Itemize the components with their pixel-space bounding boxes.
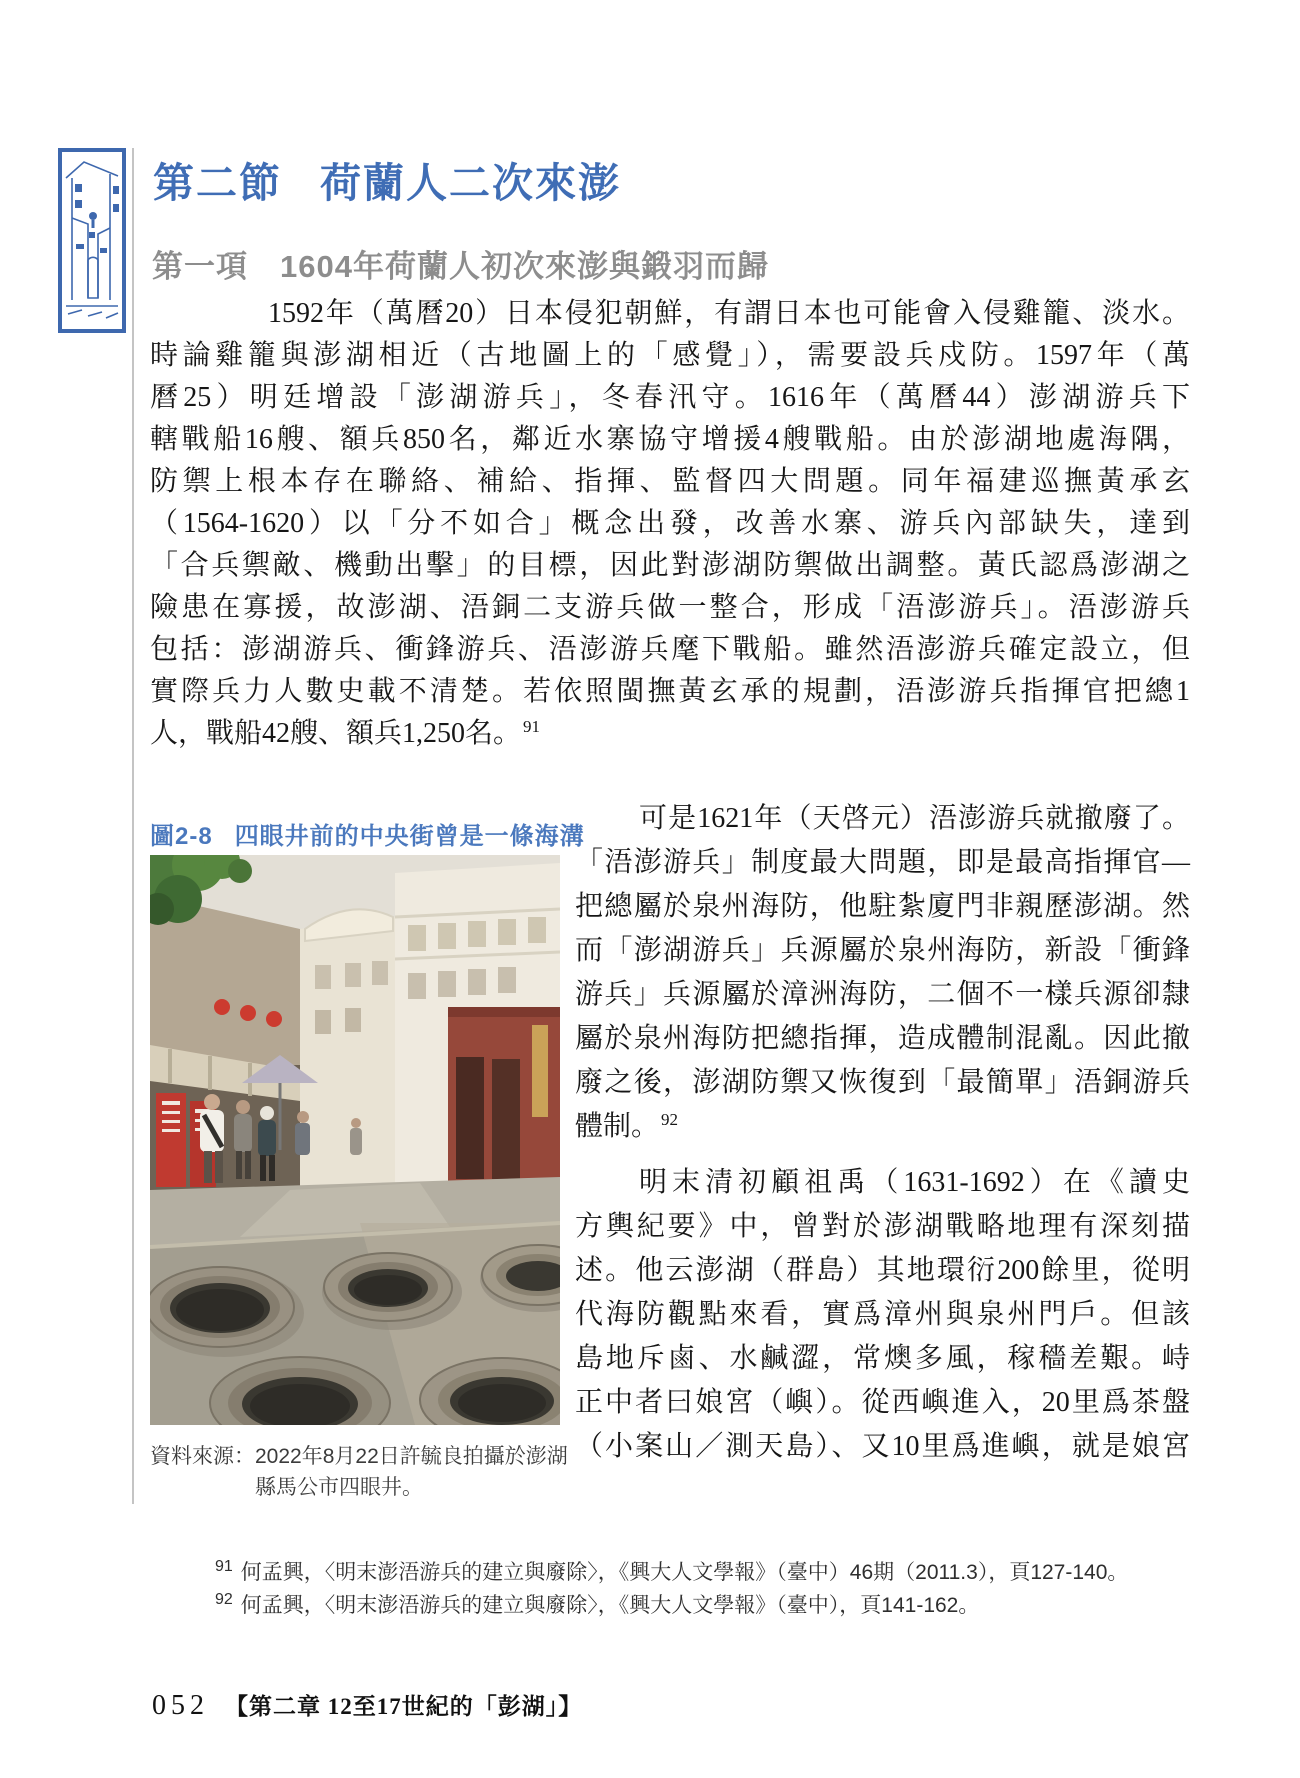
right-column <box>575 797 1190 1469</box>
footnote-number: 91 <box>215 1558 233 1575</box>
text-line: 明末清初顧祖禹（1631-1692）在《讀史 <box>639 1167 1190 1198</box>
page-number: 052 <box>152 1690 209 1721</box>
figure-source-label: 資料來源： <box>150 1445 255 1468</box>
text-line: 屬於泉州海防把總指揮，造成體制混亂。因此撤 <box>575 1023 1190 1054</box>
footnote-item <box>215 1556 1155 1589</box>
text-line <box>150 713 1190 755</box>
text-line: 包括：澎湖游兵、衝鋒游兵、浯澎游兵麾下戰船。雖然浯澎游兵確定設立，但 <box>150 634 1190 665</box>
paragraph-2-lines <box>575 797 1190 1105</box>
text-line: 廢之後，澎湖防禦又恢復到「最簡單」浯銅游兵 <box>575 1067 1190 1098</box>
footnote-ref-92: 92 <box>661 1109 679 1129</box>
footnote-ref-91: 91 <box>523 716 541 736</box>
chapter-ornament-illustration <box>58 148 126 333</box>
text-line: 游兵」兵源屬於漳洲海防，二個不一樣兵源卻隸 <box>575 979 1190 1010</box>
text-line: 島地斥鹵、水鹹澀，常燠多風，稼穡差艱。峙 <box>575 1343 1190 1374</box>
figure-caption <box>150 816 585 851</box>
text-line: 防禦上根本存在聯絡、補給、指揮、監督四大問題。同年福建巡撫黃承玄 <box>150 466 1190 497</box>
text-line: 1592年（萬曆20）日本侵犯朝鮮，有謂日本也可能會入侵雞籠、淡水。 <box>268 298 1190 329</box>
page-footer <box>152 1688 582 1722</box>
text-line: 實際兵力人數史載不清楚。若依照閩撫黃玄承的規劃，浯澎游兵指揮官把總1 <box>150 676 1190 707</box>
section-title <box>153 150 621 209</box>
left-rule <box>132 148 134 1504</box>
paragraph-2 <box>575 797 1190 1149</box>
text-line: 代海防觀點來看，實爲漳州與泉州門戶。但該 <box>575 1299 1190 1330</box>
figure-title: 四眼井前的中央街曾是一條海溝 <box>234 823 585 850</box>
paragraph-1 <box>150 293 1190 755</box>
text-line: 方輿紀要》中，曾對於澎湖戰略地理有深刻描 <box>575 1211 1190 1242</box>
subsection-label: 第一項 <box>152 249 248 284</box>
footnote-item <box>215 1589 1155 1622</box>
text-line <box>575 1105 1190 1149</box>
figure-photo-four-eyed-well <box>150 855 560 1425</box>
text-line: 而「澎湖游兵」兵源屬於泉州海防，新設「衝鋒 <box>575 935 1190 966</box>
footnote-text: 何孟興，〈明末澎浯游兵的建立與廢除〉，《興大人文學報》（臺中）46期（2011.3），頁127-140。 <box>240 1561 1129 1584</box>
text-line: 把總屬於泉州海防，他駐紮廈門非親歷澎湖。然 <box>575 891 1190 922</box>
paragraph-1-last-line: 人，戰船42艘、額兵1,250名。 <box>150 718 522 749</box>
text-line: （1564-1620）以「分不如合」概念出發，改善水寨、游兵內部缺失，達到 <box>150 508 1190 539</box>
footnotes <box>215 1556 1155 1622</box>
text-line: 險患在寡援，故澎湖、浯銅二支游兵做一整合，形成「浯澎游兵」。浯澎游兵 <box>150 592 1190 623</box>
figure-source-text: 2022年8月22日許毓良拍攝於澎湖縣馬公市四眼井。 <box>255 1445 568 1499</box>
text-line: 正中者曰娘宮（嶼）。從西嶼進入，20里爲茶盤 <box>575 1387 1190 1418</box>
text-line: 曆25）明廷增設「澎湖游兵」，冬春汛守。1616年（萬曆44）澎湖游兵下 <box>150 382 1190 413</box>
text-line: 述。他云澎湖（群島）其地環衍200餘里，從明 <box>575 1255 1190 1286</box>
paragraph-3-lines <box>575 1161 1190 1469</box>
text-line: 時論雞籠與澎湖相近（古地圖上的「感覺」），需要設兵戍防。1597年（萬 <box>150 340 1190 371</box>
chapter-footer-title: 【第二章 12至17世紀的「彭湖」】 <box>225 1694 583 1719</box>
footnote-number: 92 <box>215 1591 233 1608</box>
figure-source <box>150 1441 568 1503</box>
paragraph-1-lines <box>150 293 1190 713</box>
text-line: 轄戰船16艘、額兵850名，鄰近水寨協守增援4艘戰船。由於澎湖地處海隅， <box>150 424 1190 455</box>
section-label: 第二節 <box>153 160 282 206</box>
footnote-text: 何孟興，〈明末澎浯游兵的建立與廢除〉，《興大人文學報》（臺中），頁141-162。 <box>240 1594 980 1617</box>
figure-label: 圖2-8 <box>150 823 213 850</box>
text-line: （小案山／測天島）、又10里爲進嶼，就是娘宮 <box>575 1431 1190 1462</box>
text-line: 「浯澎游兵」制度最大問題，即是最高指揮官— <box>575 847 1190 878</box>
text-line: 「合兵禦敵、機動出擊」的目標，因此對澎湖防禦做出調整。黃氏認爲澎湖之 <box>150 550 1190 581</box>
subsection-title-text: 1604年荷蘭人初次來澎與鍛羽而歸 <box>280 249 769 284</box>
section-title-text: 荷蘭人二次來澎 <box>320 160 621 206</box>
subsection-title <box>152 241 769 286</box>
paragraph-2-last-line: 體制。 <box>575 1111 660 1142</box>
paragraph-3 <box>575 1161 1190 1469</box>
text-line: 可是1621年（天啓元）浯澎游兵就撤廢了。 <box>639 803 1190 834</box>
